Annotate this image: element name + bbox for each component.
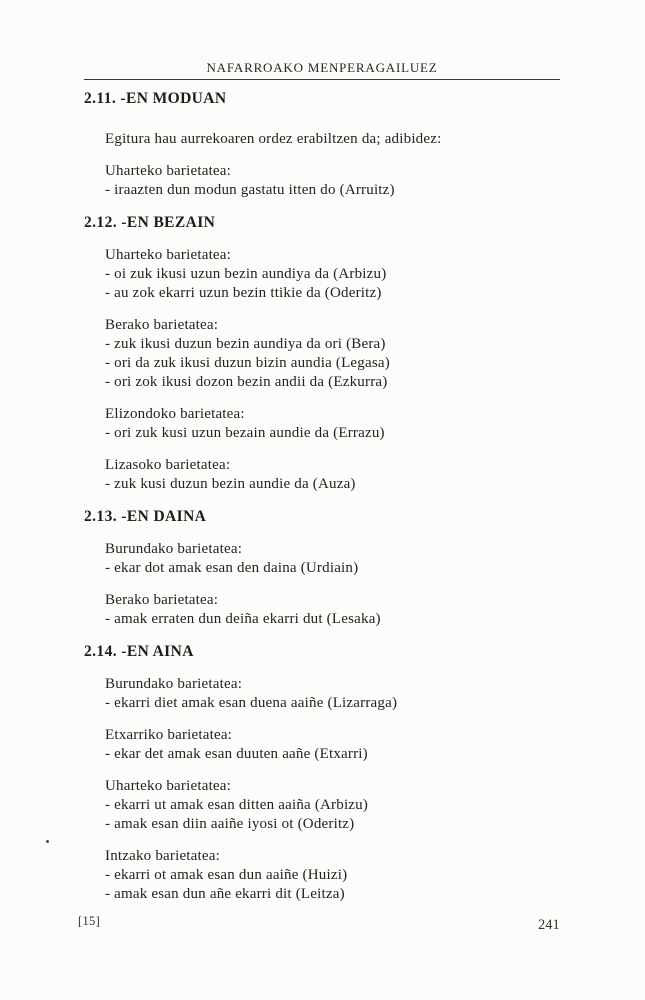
variety-group-burundako-2-14 <box>105 675 560 713</box>
example-line: - amak esan diin aaiñe iyosi ot (Oderitz) <box>105 816 355 832</box>
signature-mark: [15] <box>78 914 101 928</box>
example-line: - iraazten dun modun gastatu itten do (Arruitz) <box>105 182 395 198</box>
variety-label: Uharteko barietatea: <box>105 778 232 794</box>
variety-label: Lizasoko barietatea: <box>105 457 231 473</box>
variety-label: Uharteko barietatea: <box>105 247 232 263</box>
variety-label: Etxarriko barietatea: <box>105 727 233 743</box>
example-line: - ori zuk kusi uzun bezain aundie da (Errazu) <box>105 425 385 441</box>
variety-group-uharteko-2-14 <box>105 777 560 834</box>
variety-group-lizasoko-2-12 <box>105 456 560 494</box>
running-header <box>84 60 560 80</box>
variety-group-burundako-2-13 <box>105 540 560 578</box>
variety-group-elizondoko-2-12 <box>105 405 560 443</box>
scan-ink-speck <box>46 840 49 843</box>
section-heading-2-13: 2.13. -EN DAINA <box>84 508 207 525</box>
page-number: 241 <box>538 917 560 933</box>
section-heading-2-14: 2.14. -EN AINA <box>84 643 194 660</box>
section-2-11-intro: Egitura hau aurrekoaren ordez erabiltzen da; adibidez: <box>105 131 442 147</box>
variety-group-uharteko-2-12 <box>105 246 560 303</box>
section-heading-2-12: 2.12. -EN BEZAIN <box>84 214 216 231</box>
variety-group-etxarriko-2-14 <box>105 726 560 764</box>
example-line: - amak esan dun añe ekarri dit (Leitza) <box>105 886 345 902</box>
example-line: - ekarri diet amak esan duena aaiñe (Lizarraga) <box>105 695 398 711</box>
example-line: - au zok ekarri uzun bezin ttikie da (Oderitz) <box>105 285 382 301</box>
example-line: - ekarri ot amak esan dun aaiñe (Huizi) <box>105 867 348 883</box>
example-line: - ori da zuk ikusi duzun bizin aundia (Legasa) <box>105 355 390 371</box>
variety-label: Berako barietatea: <box>105 592 219 608</box>
running-header-title: NAFARROAKO MENPERAGAILUEZ <box>206 60 438 75</box>
example-line: - ori zok ikusi dozon bezin andii da (Ezkurra) <box>105 374 388 390</box>
example-line: - amak erraten dun deiña ekarri dut (Lesaka) <box>105 611 381 627</box>
example-line: - ekar det amak esan duuten aañe (Etxarri) <box>105 746 368 762</box>
example-line: - oi zuk ikusi uzun bezin aundiya da (Arbizu) <box>105 266 387 282</box>
variety-label: Intzako barietatea: <box>105 848 220 864</box>
example-line: - zuk kusi duzun bezin aundie da (Auza) <box>105 476 356 492</box>
variety-group-uharteko-2-11 <box>105 162 560 200</box>
variety-label: Berako barietatea: <box>105 317 219 333</box>
variety-group-intzako-2-14 <box>105 847 560 904</box>
variety-label: Burundako barietatea: <box>105 676 243 692</box>
variety-label: Elizondoko barietatea: <box>105 406 245 422</box>
example-line: - zuk ikusi duzun bezin aundiya da ori (Bera) <box>105 336 386 352</box>
section-heading-2-11: 2.11. -EN MODUAN <box>84 90 227 107</box>
variety-group-berako-2-13 <box>105 591 560 629</box>
variety-label: Uharteko barietatea: <box>105 163 232 179</box>
example-line: - ekarri ut amak esan ditten aaiña (Arbizu) <box>105 797 369 813</box>
variety-group-berako-2-12 <box>105 316 560 392</box>
variety-label: Burundako barietatea: <box>105 541 243 557</box>
example-line: - ekar dot amak esan den daina (Urdiain) <box>105 560 359 576</box>
